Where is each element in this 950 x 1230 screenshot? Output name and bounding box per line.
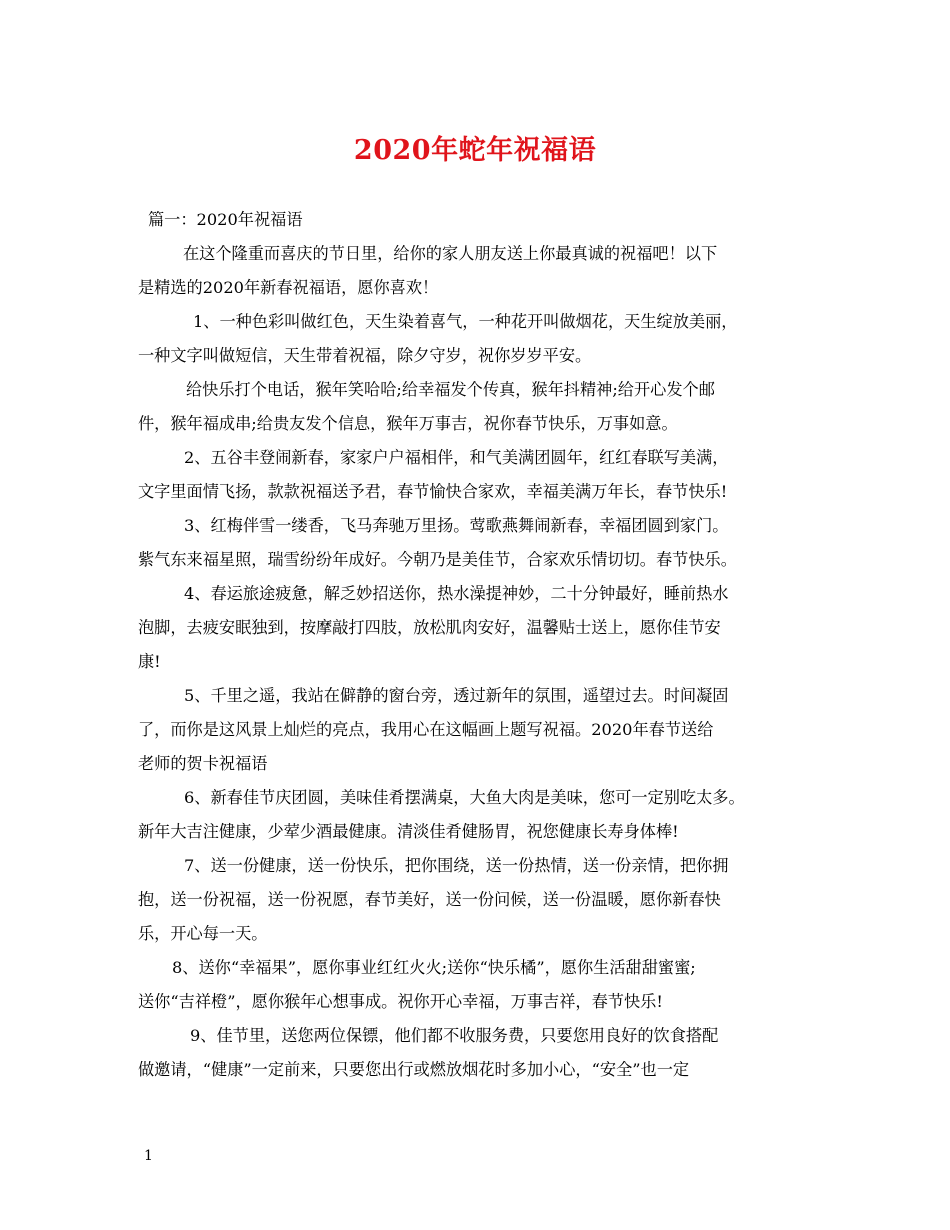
paragraph-line: 5、千里之遥，我站在僻静的窗台旁，透过新年的氛围，遥望过去。时间凝固 [184, 686, 729, 705]
paragraph-line: 2、五谷丰登闹新春，家家户户福相伴，和气美满团圆年，红红春联写美满， [184, 448, 729, 467]
paragraph-line: 文字里面情飞扬，款款祝福送予君，春节愉快合家欢，幸福美满万年长，春节快乐! [138, 482, 728, 501]
paragraph-line: 泡脚，去疲安眠独到，按摩敲打四肢，放松肌肉安好，温馨贴士送上，愿你佳节安 [138, 618, 721, 637]
paragraph-line: 了，而你是这风景上灿烂的亮点，我用心在这幅画上题写祝福。2020年春节送给 [138, 720, 714, 739]
paragraph-line: 送你“吉祥橙”，愿你猴年心想事成。祝你开心幸福，万事吉祥，春节快乐! [138, 992, 663, 1011]
paragraph-line: 乐，开心每一天。 [138, 924, 268, 943]
paragraph-line: 1、一种色彩叫做红色，天生染着喜气，一种花开叫做烟花，天生绽放美丽， [193, 312, 738, 331]
paragraph-line: 康! [138, 652, 161, 671]
paragraph-line: 一种文字叫做短信，天生带着祝福，除夕守岁，祝你岁岁平安。 [138, 346, 592, 365]
section-heading: 篇一：2020年祝福语 [148, 210, 303, 229]
paragraph-line: 9、佳节里，送您两位保镖，他们都不收服务费，只要您用良好的饮食搭配 [190, 1026, 719, 1045]
paragraph-line: 3、红梅伴雪一缕香，飞马奔驰万里扬。莺歌燕舞闹新春，幸福团圆到家门。 [184, 516, 729, 535]
paragraph-line: 抱，送一份祝福，送一份祝愿，春节美好，送一份问候，送一份温暖，愿你新春快 [138, 890, 721, 909]
paragraph-line: 4、春运旅途疲惫，解乏妙招送你，热水澡提神妙，二十分钟最好，睡前热水 [184, 584, 729, 603]
paragraph-line: 8、送你“幸福果”，愿你事业红红火火;送你“快乐橘”，愿你生活甜甜蜜蜜; [172, 958, 696, 977]
paragraph-line: 做邀请，“健康”一定前来，只要您出行或燃放烟花时多加小心，“安全”也一定 [138, 1060, 690, 1079]
paragraph-line: 给快乐打个电话，猴年笑哈哈;给幸福发个传真，猴年抖精神;给开心发个邮 [186, 380, 715, 399]
document-title: 2020年蛇年祝福语 [353, 135, 597, 166]
paragraph-line: 7、送一份健康，送一份快乐，把你围绕，送一份热情，送一份亲情，把你拥 [184, 856, 729, 875]
paragraph-line: 6、新春佳节庆团圆，美味佳肴摆满桌，大鱼大肉是美味，您可一定别吃太多。 [184, 788, 745, 807]
paragraph-line: 是精选的2020年新春祝福语，愿你喜欢！ [138, 278, 439, 297]
paragraph-line: 老师的贺卡祝福语 [138, 754, 268, 773]
paragraph-line: 在这个隆重而喜庆的节日里，给你的家人朋友送上你最真诚的祝福吧！以下 [183, 244, 718, 263]
paragraph-line: 新年大吉注健康，少荤少酒最健康。清淡佳肴健肠胃，祝您健康长寿身体棒! [138, 822, 679, 841]
document-body [138, 203, 830, 1087]
page-number: 1 [144, 1148, 153, 1164]
paragraph-line: 件，猴年福成串;给贵友发个信息，猴年万事吉，祝你春节快乐，万事如意。 [138, 414, 678, 433]
paragraph-line: 紫气东来福星照，瑞雪纷纷年成好。今朝乃是美佳节，合家欢乐情切切。春节快乐。 [138, 550, 737, 569]
